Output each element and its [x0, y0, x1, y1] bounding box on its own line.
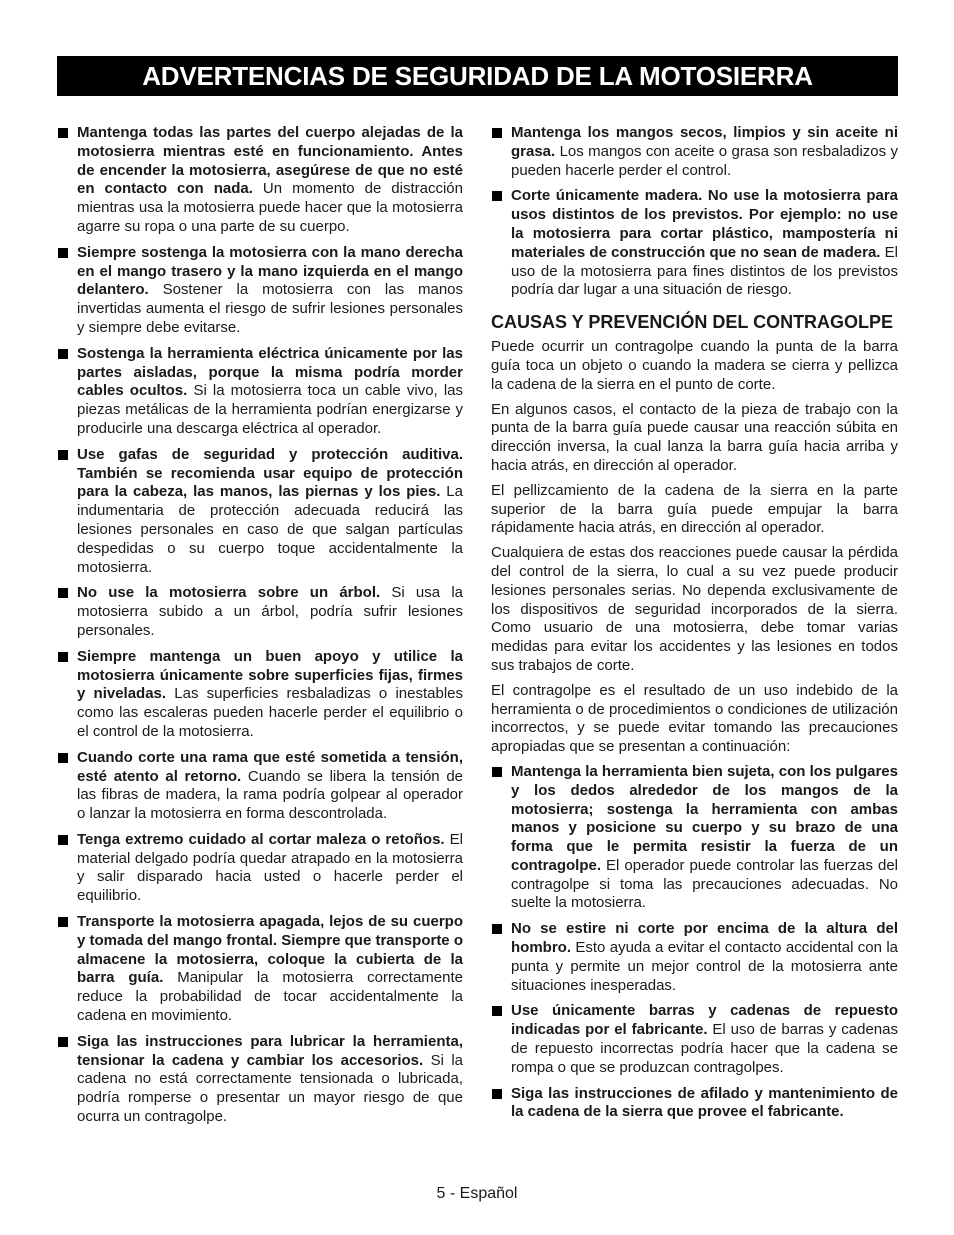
body-paragraph: Cualquiera de estas dos reacciones puede causar la pérdida del control de la sierra, lo cual a su vez puede producir lesiones personales serias. No dependa exclusivamente de los dispositivos de seguridad incorporados de la sierra. Como usuario de una motosierra, debe tomar varias medidas para evitar los accidentes y las lesiones en todos sus trabajos de corte.: [491, 544, 898, 674]
bullet-body-text: El operador puede controlar las fuerzas del contragolpe si toma las precauciones adecuadas. No suelte la motosierra.: [511, 856, 898, 912]
bullet-bold-text: Siga las instrucciones de afilado y mantenimiento de la cadena de la sierra que provee el fabricante.: [511, 1084, 898, 1121]
bullet-square-icon: [58, 652, 68, 662]
bullet-bold-text: Mantenga todas las partes del cuerpo alejadas de la motosierra mientras esté en funcionamiento. Antes de encender la motosierra, asegúrese de que no esté en contacto con nada.: [77, 124, 463, 198]
bullet-body-text: El uso de la motosierra para fines distintos de los previstos podría dar lugar a una situación de riesgo.: [511, 243, 898, 299]
bullet-bold-text: Sostenga la herramienta eléctrica únicamente por las partes aisladas, porque la misma podría morder cables ocultos.: [77, 344, 463, 400]
right-column: [491, 124, 898, 1129]
bullet-item: [57, 124, 463, 237]
bullet-body-text: Los mangos con aceite o grasa son resbaladizos y pueden hacerle perder el control.: [511, 142, 898, 179]
bullet-item: [491, 763, 898, 913]
bullet-bold-text: Siga las instrucciones para lubricar la herramienta, tensionar la cadena y cambiar los accesorios.: [77, 1032, 463, 1069]
bullet-item: [57, 1033, 463, 1127]
bullet-body-text: El material delgado podría quedar atrapado en la motosierra y salir disparado hacia usted o hacerle perder el equilibrio.: [77, 830, 463, 905]
bullet-square-icon: [58, 753, 68, 763]
bullet-square-icon: [58, 917, 68, 927]
bullet-bold-text: No se estire ni corte por encima de la altura del hombro.: [511, 920, 898, 957]
left-column: [57, 124, 463, 1134]
section-paragraphs: [491, 338, 898, 757]
bullet-square-icon: [492, 128, 502, 138]
bullet-square-icon: [492, 767, 502, 777]
bullet-item: [57, 913, 463, 1026]
bullet-body-text: Las superficies resbaladizas o inestables como las escaleras pueden hacerle perder el equilibrio o el control de la motosierra.: [77, 685, 463, 740]
bullet-item: [491, 1085, 898, 1123]
bullet-bold-text: Corte únicamente madera. No use la motosierra para usos distintos de los previstos. Por ejemplo: no use la motosierra para cortar plástico, mampostería ni materiales de construcción que no sean de madera.: [511, 187, 898, 261]
bullet-square-icon: [58, 588, 68, 598]
bullet-square-icon: [492, 1006, 502, 1016]
bullet-square-icon: [58, 248, 68, 258]
body-paragraph: El contragolpe es el resultado de un uso indebido de la herramienta o de procedimientos o condiciones de utilización incorrectos, y se puede evitar tomando las precauciones apropiadas que se presentan a continuación:: [491, 681, 898, 756]
bullet-square-icon: [58, 450, 68, 460]
bullet-square-icon: [58, 349, 68, 359]
bullet-item: [491, 1002, 898, 1077]
right-bottom-list: [491, 763, 898, 1122]
bullet-item: [491, 187, 898, 300]
bullet-bold-text: Siempre mantenga un buen apoyo y utilice la motosierra únicamente sobre superficies fijas, firmes y niveladas.: [77, 647, 463, 703]
body-paragraph: El pellizcamiento de la cadena de la sierra en la parte superior de la barra guía puede empujar la barra rápidamente hacia atrás, en dirección al operador.: [491, 481, 898, 537]
bullet-body-text: Un momento de distracción mientras usa la motosierra puede hacer que la motosierra agarre su ropa o una parte de su cuerpo.: [77, 180, 463, 235]
bullet-item: [57, 831, 463, 906]
bullet-bold-text: Mantenga la herramienta bien sujeta, con los pulgares y los dedos alrededor de los mangos de la motosierra; sostenga la herramienta con ambas manos y posicione su cuerpo y su brazo de una forma que le permita resistir la fuerza de un contragolpe.: [511, 762, 898, 874]
bullet-item: [491, 920, 898, 995]
body-paragraph: Puede ocurrir un contragolpe cuando la punta de la barra guía toca un objeto o cuando la madera se cierra y pellizca la cadena de la sierra en el punto de corte.: [491, 338, 898, 393]
bullet-item: [57, 648, 463, 742]
page-title: ADVERTENCIAS DE SEGURIDAD DE LA MOTOSIERRA: [57, 56, 898, 96]
bullet-item: [57, 345, 463, 439]
bullet-body-text: Cuando se libera la tensión de las fibras de madera, la rama podría golpear al operador o lanzar la motosierra en forma descontrolada.: [77, 767, 463, 823]
bullet-bold-text: No use la motosierra sobre un árbol.: [77, 584, 381, 602]
bullet-body-text: Sostener la motosierra con las manos invertidas aumenta el riesgo de sufrir lesiones personales y siempre debe evitarse.: [77, 281, 463, 336]
bullet-bold-text: Transporte la motosierra apagada, lejos de su cuerpo y tomada del mango frontal. Siempre que transporte o almacene la motosierra, coloque la cubierta de la barra guía.: [77, 913, 463, 987]
bullet-body-text: El uso de barras y cadenas de repuesto incorrectas podría hacer que la cadena se rompa o que se produzcan contragolpes.: [511, 1021, 898, 1076]
bullet-item: [57, 446, 463, 578]
page-footer: 5 - Español: [436, 1185, 518, 1202]
bullet-bold-text: Mantenga los mangos secos, limpios y sin aceite ni grasa.: [511, 124, 898, 160]
bullet-bold-text: Cuando corte una rama que esté sometida a tensión, esté atento al retorno.: [77, 748, 463, 785]
bullet-body-text: Si la cadena no está correctamente tensionada o lubricada, podría romperse o presentar un mayor riesgo de que ocurra un contragolpe.: [77, 1051, 463, 1126]
bullet-square-icon: [58, 835, 68, 845]
bullet-body-text: Manipular la motosierra correctamente reduce la probabilidad de tocar accidentalmente la cadena en movimiento.: [77, 969, 463, 1025]
bullet-bold-text: Siempre sostenga la motosierra con la mano derecha en el mango trasero y la mano izquierda en el mango delantero.: [77, 243, 463, 299]
body-paragraph: En algunos casos, el contacto de la pieza de trabajo con la punta de la barra guía puede causar una reacción súbita en dirección inversa, la cual lanza la barra guía hacia arriba y hacia atrás, en dirección al operador.: [491, 400, 898, 474]
bullet-body-text: Esto ayuda a evitar el contacto accidental con la punta y permite un mejor control de la motosierra ante situaciones inesperadas.: [511, 939, 898, 994]
bullet-square-icon: [58, 1037, 68, 1047]
bullet-item: [57, 584, 463, 640]
bullet-body-text: La indumentaria de protección adecuada reducirá las lesiones personales en caso de que salgan partículas despedidas o su cuerpo toque accidentalmente la motosierra.: [77, 483, 463, 576]
bullet-square-icon: [492, 191, 502, 201]
section-heading: CAUSAS Y PREVENCIÓN DEL CONTRAGOLPE: [491, 312, 894, 333]
bullet-item: [57, 749, 463, 824]
bullet-square-icon: [492, 1089, 502, 1099]
bullet-item: [57, 244, 463, 338]
bullet-item: [491, 124, 898, 180]
bullet-bold-text: Use gafas de seguridad y protección auditiva. También se recomienda usar equipo de protección para la cabeza, las manos, las piernas y los pies.: [77, 445, 463, 501]
bullet-bold-text: Use únicamente barras y cadenas de repuesto indicadas por el fabricante.: [511, 1002, 898, 1039]
bullet-body-text: Si usa la motosierra subido a un árbol, podría sufrir lesiones personales.: [77, 584, 464, 639]
bullet-square-icon: [58, 128, 68, 138]
bullet-bold-text: Tenga extremo cuidado al cortar maleza o retoños.: [77, 830, 445, 848]
right-top-list: [491, 124, 898, 300]
bullet-body-text: Si la motosierra toca un cable vivo, las piezas metálicas de la herramienta podrían energizarse y producirle una descarga eléctrica al operador.: [77, 382, 464, 437]
bullet-square-icon: [492, 924, 502, 934]
